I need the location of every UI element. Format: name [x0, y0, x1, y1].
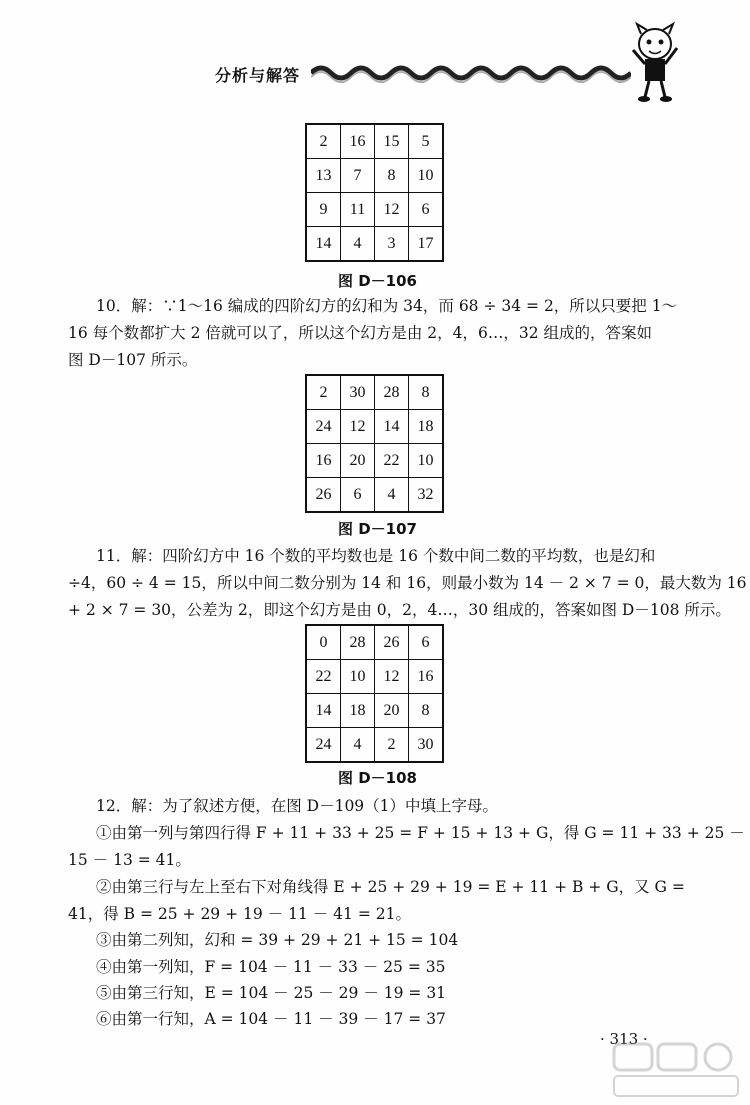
cell: 8: [409, 375, 444, 410]
cell: 10: [409, 444, 444, 478]
cell: 6: [341, 478, 375, 513]
cell: 14: [306, 227, 341, 262]
cell: 28: [375, 375, 409, 410]
cell: 18: [409, 410, 444, 444]
text-line: 12．解：为了叙述方便，在图 D－109（1）中填上字母。: [96, 797, 499, 815]
cell: 17: [409, 227, 444, 262]
text-line: 10．解：∵1～16 编成的四阶幻方的幻和为 34，而 68 ÷ 34 = 2，所以只要把 1～: [96, 297, 678, 315]
cell: 26: [375, 625, 409, 660]
cell: 12: [341, 410, 375, 444]
text-line: ⑥由第一行知，A = 104 － 11 － 39 － 17 = 37: [96, 1010, 446, 1028]
text-line: 11．解：四阶幻方中 16 个数的平均数也是 16 个数中间二数的平均数，也是幻和: [96, 547, 656, 565]
magic-square-d106: [305, 123, 444, 262]
cell: 0: [306, 625, 341, 660]
cell: 15: [375, 124, 409, 159]
magic-square-table: [305, 624, 444, 763]
page-number: · 313 ·: [600, 1030, 648, 1048]
cell: 2: [375, 728, 409, 763]
text-line: 图 D－107 所示。: [68, 351, 198, 369]
cell: 22: [375, 444, 409, 478]
text-line: ⑤由第三行知，E = 104 － 25 － 29 － 19 = 31: [96, 984, 447, 1002]
figure-caption: 图 D－108: [338, 769, 417, 787]
cell: 6: [409, 193, 444, 227]
text-line: 15 － 13 = 41。: [68, 851, 191, 869]
magic-square-d107: [305, 374, 444, 513]
cell: 2: [306, 124, 341, 159]
text-line: 16 每个数都扩大 2 倍就可以了，所以这个幻方是由 2，4，6…，32 组成的，答案如: [68, 324, 653, 342]
cell: 4: [341, 728, 375, 763]
figure-caption: 图 D－106: [338, 272, 417, 290]
cell: 30: [409, 728, 444, 763]
magic-square-table: [305, 374, 444, 513]
cell: 26: [306, 478, 341, 513]
mascot-icon: [625, 20, 685, 105]
cell: 14: [306, 694, 341, 728]
cell: 10: [341, 660, 375, 694]
cell: 20: [341, 444, 375, 478]
cell: 30: [341, 375, 375, 410]
cell: 4: [341, 227, 375, 262]
wave-decoration: [311, 61, 631, 85]
text-line: ①由第一列与第四行得 F + 11 + 33 + 25 = F + 15 + 13 + G，得 G = 11 + 33 + 25 －: [96, 824, 745, 842]
cell: 6: [409, 625, 444, 660]
text-line: ②由第三行与左上至右下对角线得 E + 25 + 29 + 19 = E + 11 + B + G，又 G =: [96, 878, 685, 896]
cell: 5: [409, 124, 444, 159]
cell: 22: [306, 660, 341, 694]
page-header: [215, 55, 655, 95]
text-line: + 2 × 7 = 30，公差为 2，即这个幻方是由 0，2，4…，30 组成的，答案如图 D－108 所示。: [68, 601, 731, 619]
cell: 32: [409, 478, 444, 513]
text-line: 41，得 B = 25 + 29 + 19 － 11 － 41 = 21。: [68, 905, 411, 923]
cell: 4: [375, 478, 409, 513]
cell: 16: [409, 660, 444, 694]
text-line: ③由第二列知，幻和 = 39 + 29 + 21 + 15 = 104: [96, 931, 459, 949]
cell: 9: [306, 193, 341, 227]
cell: 13: [306, 159, 341, 193]
cell: 7: [341, 159, 375, 193]
magic-square-table: [305, 123, 444, 262]
text-line: ÷4，60 ÷ 4 = 15，所以中间二数分别为 14 和 16，则最小数为 14 － 2 × 7 = 0，最大数为 16: [68, 574, 747, 592]
cell: 10: [409, 159, 444, 193]
cell: 8: [409, 694, 444, 728]
cell: 16: [306, 444, 341, 478]
cell: 24: [306, 728, 341, 763]
cell: 28: [341, 625, 375, 660]
text-line: ④由第一列知，F = 104 － 11 － 33 － 25 = 35: [96, 958, 446, 976]
cell: 2: [306, 375, 341, 410]
figure-caption: 图 D－107: [338, 520, 417, 538]
cell: 8: [375, 159, 409, 193]
magic-square-d108: [305, 624, 444, 763]
cell: 11: [341, 193, 375, 227]
watermark-logo-icon: [612, 1042, 742, 1100]
cell: 12: [375, 660, 409, 694]
section-title: 分析与解答: [215, 66, 301, 85]
cell: 18: [341, 694, 375, 728]
cell: 12: [375, 193, 409, 227]
cell: 3: [375, 227, 409, 262]
cell: 16: [341, 124, 375, 159]
cell: 20: [375, 694, 409, 728]
cell: 14: [375, 410, 409, 444]
cell: 24: [306, 410, 341, 444]
